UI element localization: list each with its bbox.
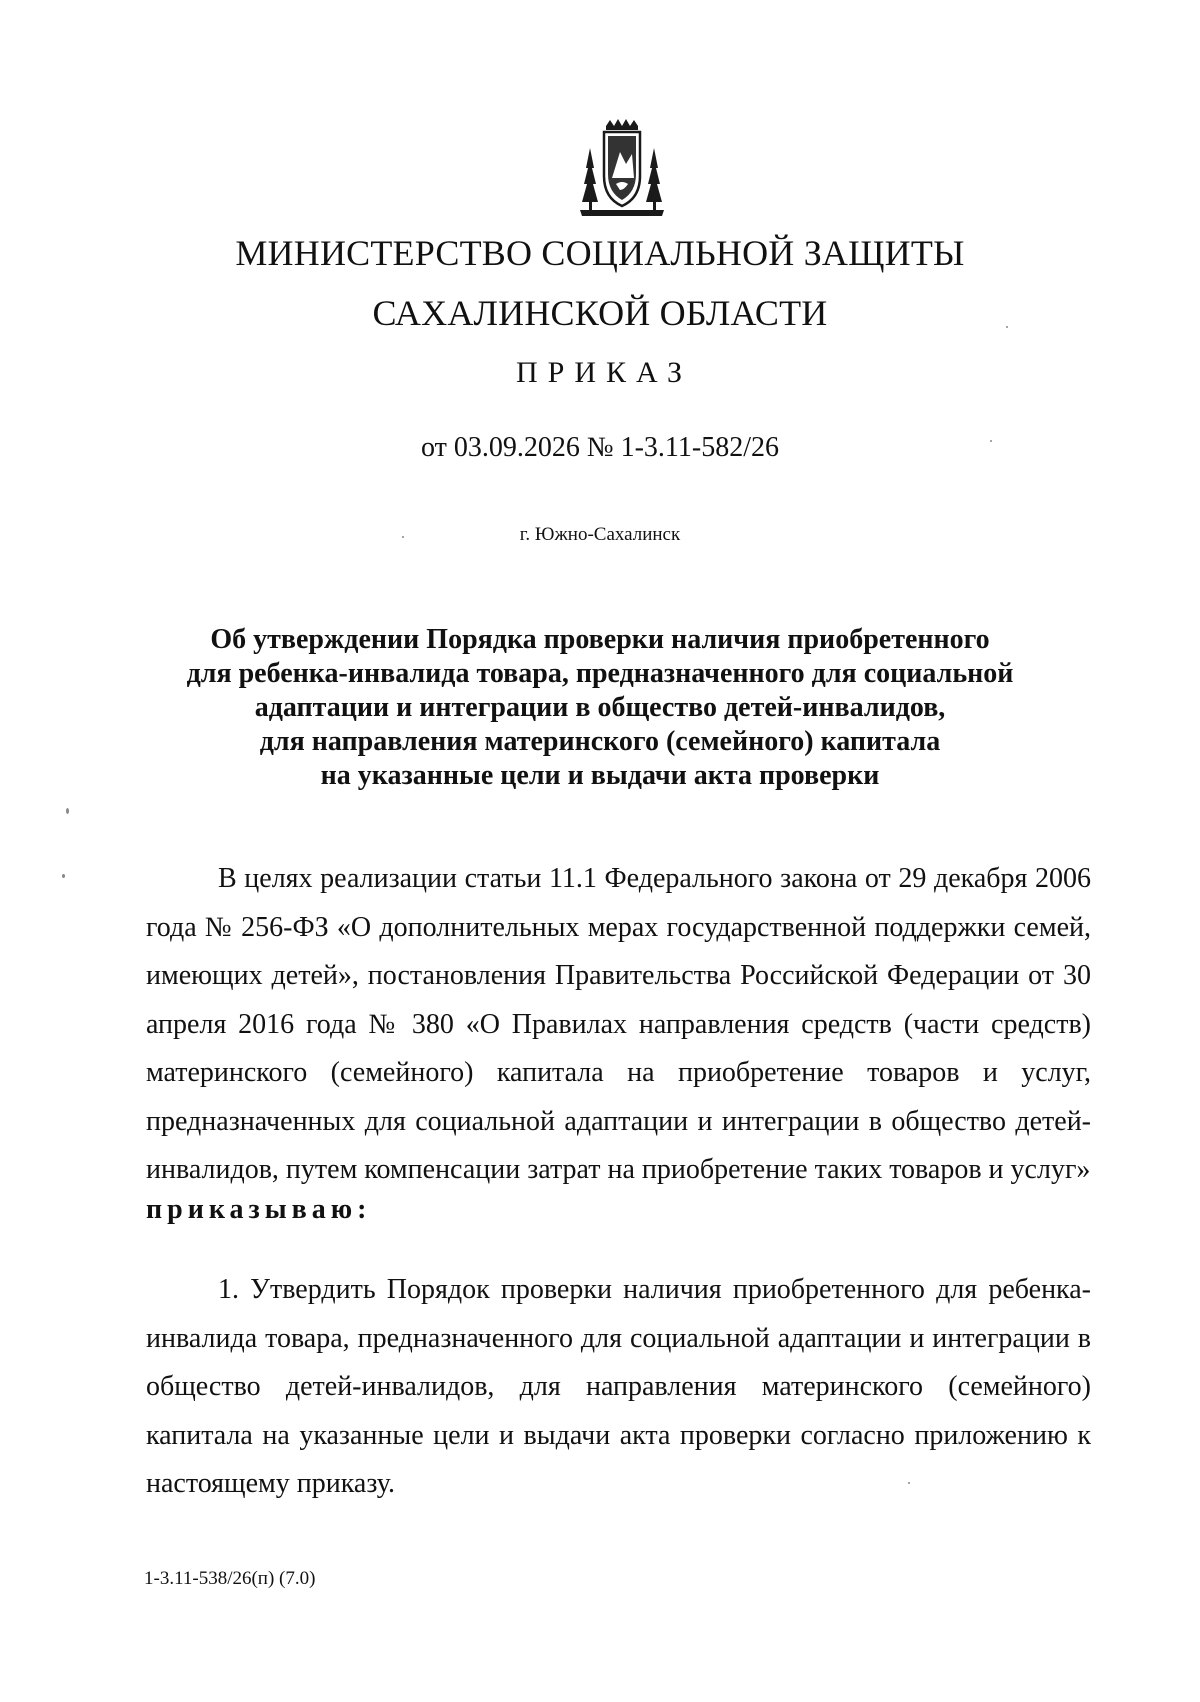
scan-speck xyxy=(990,440,992,442)
document-title-line: для направления материнского (семейного) капитала xyxy=(259,726,941,757)
document-city: г. Южно-Сахалинск xyxy=(519,524,681,545)
order-word: приказываю: xyxy=(146,1194,372,1225)
ministry-name-line-2: САХАЛИНСКОЙ ОБЛАСТИ xyxy=(372,293,828,333)
scan-speck xyxy=(66,808,69,814)
ministry-name-line-1: МИНИСТЕРСТВО СОЦИАЛЬНОЙ ЗАЩИТЫ xyxy=(235,233,965,273)
document-type: ПРИКАЗ xyxy=(516,356,692,389)
scan-speck xyxy=(62,874,65,878)
scan-speck xyxy=(1006,326,1008,328)
scan-speck xyxy=(402,536,404,538)
document-date-number: от 03.09.2026 № 1-3.11-582/26 xyxy=(421,432,779,463)
document-title-line: для ребенка-инвалида товара, предназначенного для социальной xyxy=(186,658,1014,689)
scan-speck xyxy=(908,1482,910,1484)
document-title xyxy=(150,623,1050,793)
document-title-line: Об утверждении Порядка проверки наличия приобретенного xyxy=(210,624,990,655)
document-title-line: на указанные цели и выдачи акта проверки xyxy=(320,760,880,791)
footer-document-code: 1-3.11-538/26(п) (7.0) xyxy=(144,1568,316,1589)
preamble-paragraph: В целях реализации статьи 11.1 Федерального закона от 29 декабря 2006 года № 256-ФЗ «О дополнительных мерах государственной поддержки семей, имеющих детей», постановления Правительства Российской Федерации от 30 апреля 2016 года № 380 «О Правилах направления средств (части средств) материнского (семейного) капитала на приобретение товаров и услуг, предназначенных для социальной адаптации и интеграции в общество детей-инвалидов, путем компенсации затрат на приобретение таких товаров и услуг» xyxy=(146,863,1091,1185)
document-title-line: адаптации и интеграции в общество детей-инвалидов, xyxy=(254,692,946,723)
clause-1-paragraph: 1. Утвердить Порядок проверки наличия приобретенного для ребенка-инвалида товара, предназначенного для социальной адаптации и интеграции в общество детей-инвалидов, для направления материнского (семейного) капитала на указанные цели и выдачи акта проверки согласно приложению к настоящему приказу. xyxy=(146,1274,1091,1499)
coat-of-arms-icon xyxy=(576,118,668,218)
